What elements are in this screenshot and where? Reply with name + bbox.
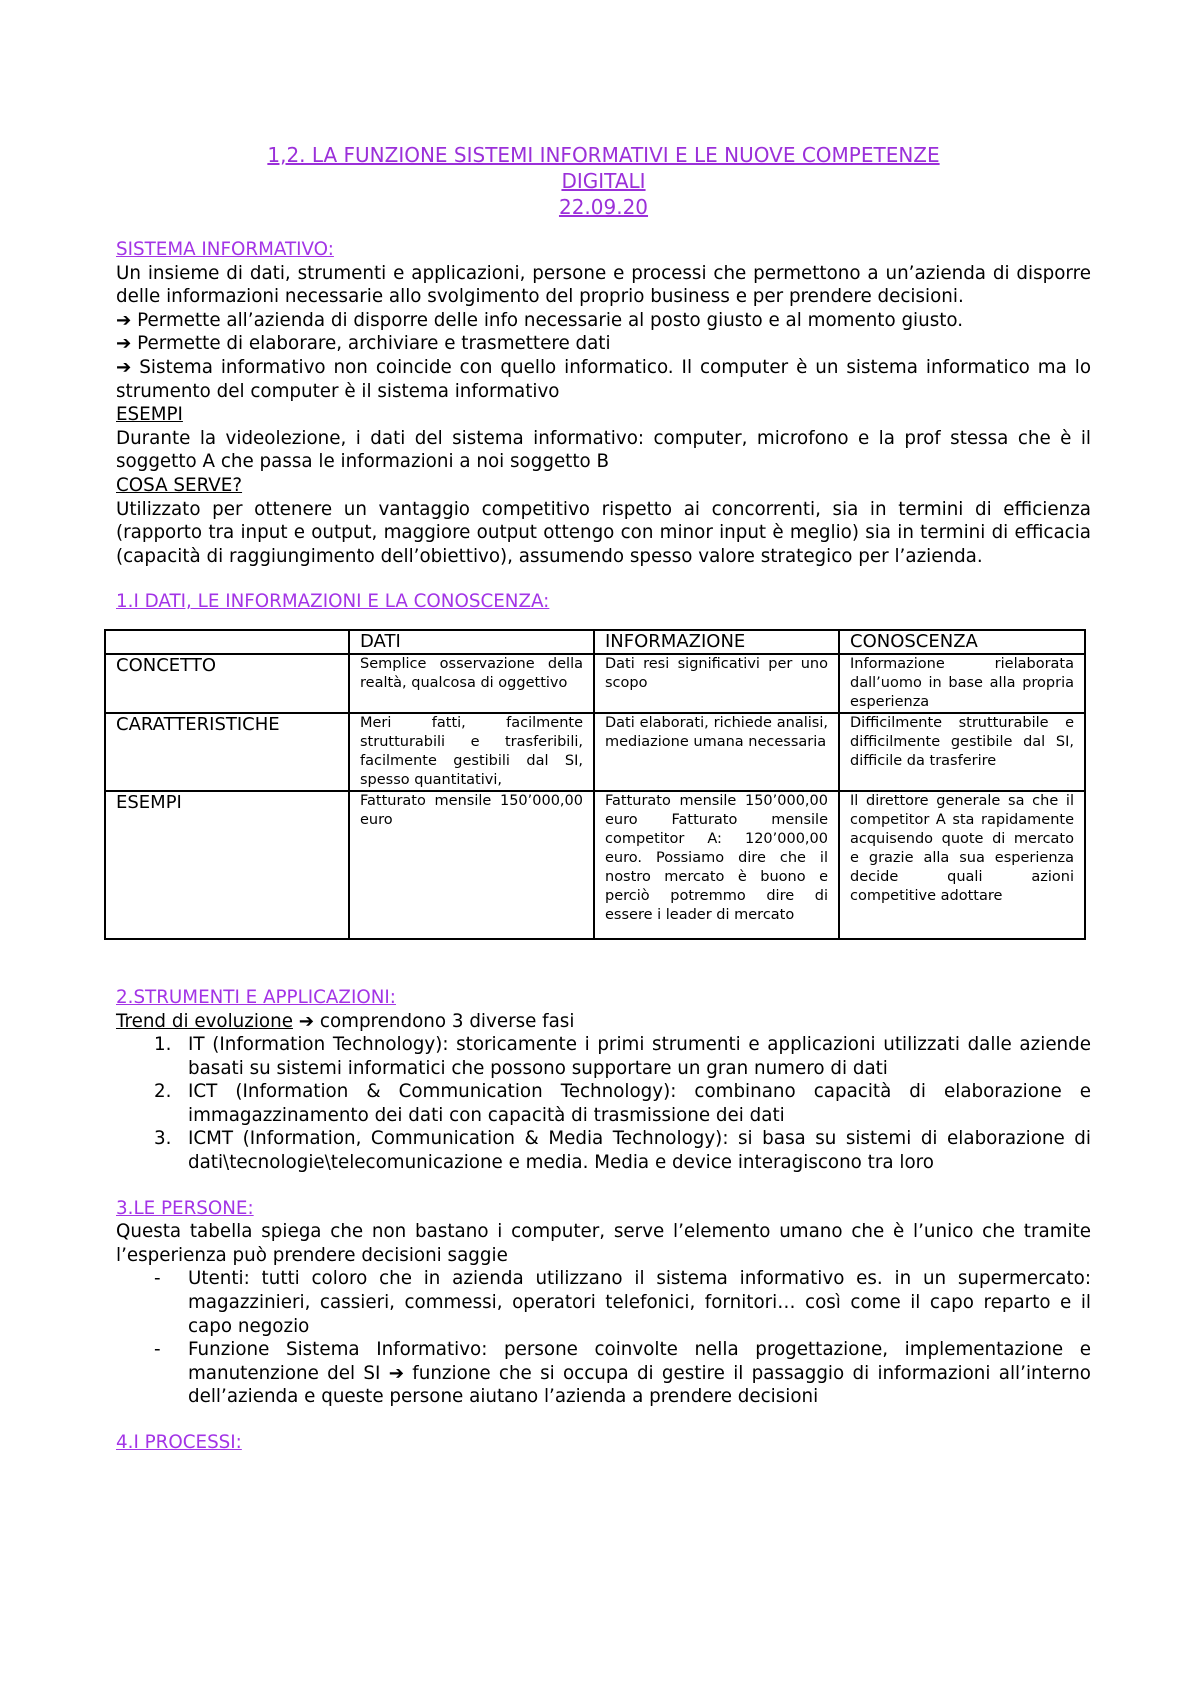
table-row — [105, 791, 1085, 939]
spacer — [116, 568, 1091, 590]
sistema-point-1 — [116, 309, 1091, 333]
list-item — [116, 1267, 1091, 1338]
table-cell: Semplice osservazione della realtà, qualcosa di oggettivo — [349, 654, 594, 713]
page-title — [116, 142, 1091, 220]
list-item — [116, 1080, 1091, 1127]
cosa-serve-text: Utilizzato per ottenere un vantaggio competitivo rispetto ai concorrenti, sia in termini di efficienza (rapporto tra input e output, maggiore output ottengo con minor input è meglio) sia in termini di efficacia (capacità di raggiungimento dell’obiettivo), assumendo spesso valore strategico per l’azienda. — [116, 498, 1091, 567]
sistema-point-2 — [116, 332, 1091, 356]
table-cell: Dati elaborati, richiede analisi, mediazione umana necessaria — [594, 713, 839, 791]
arrow-right-icon: ➔ — [298, 1010, 315, 1032]
table-cell: Meri fatti, facilmente strutturabili e trasferibili, facilmente gestibili dal SI, spesso quantitativi, — [349, 713, 594, 791]
table-row-label: ESEMPI — [105, 791, 349, 939]
table-row-label: CARATTERISTICHE — [105, 713, 349, 791]
list-marker: 3. — [154, 1128, 172, 1150]
table-cell: Fatturato mensile 150’000,00 euro — [349, 791, 594, 939]
table-cell: Difficilmente strutturabile e difficilmente gestibile dal SI, difficile da trasferire — [839, 713, 1085, 791]
dati-table — [104, 629, 1086, 940]
esempi-label: ESEMPI — [116, 404, 183, 426]
title-line-2: DIGITALI — [561, 169, 646, 193]
list-item-text: ICT (Information & Communication Technology): combinano capacità di elaborazione e immagazzinamento dei dati con capacità di trasmissione dei dati — [188, 1081, 1091, 1126]
list-item-text: ICMT (Information, Communication & Media Technology): si basa su sistemi di elaborazione di dati\tecnologie\telecomunicazione e media. Media e device interagiscono tra loro — [188, 1128, 1091, 1174]
table-header-cell: INFORMAZIONE — [594, 630, 839, 654]
point-3-text: Sistema informativo non coincide con quello informatico. Il computer è un sistema informatico ma lo strumento del computer è il sistema informativo — [116, 356, 1092, 402]
list-item — [116, 1033, 1091, 1080]
sistema-definition: Un insieme di dati, strumenti e applicazioni, persone e processi che permettono a un’azienda di disporre delle informazioni necessarie allo svolgimento del proprio business e per prendere decisioni. — [116, 262, 1091, 308]
arrow-right-icon: ➔ — [116, 356, 132, 378]
title-date: 22.09.20 — [558, 195, 649, 219]
processi-heading: 4.I PROCESSI: — [116, 1432, 242, 1453]
spacer — [116, 940, 1091, 986]
esempi-text: Durante la videolezione, i dati del sistema informativo: computer, microfono e la prof stessa che è il soggetto A che passa le informazioni a noi soggetto B — [116, 427, 1091, 473]
spacer — [116, 1175, 1091, 1197]
list-item-text: Funzione Sistema Informativo: persone coinvolte nella progettazione, implementazione e manutenzione del SI ➔ funzione che si occupa di gestire il passaggio di informazioni all’interno dell’azienda e queste persone aiutano l’azienda a prendere decisioni — [188, 1339, 1091, 1408]
table-header-cell: DATI — [349, 630, 594, 654]
list-marker: - — [154, 1268, 161, 1290]
trend-line — [116, 1010, 1091, 1034]
list-item — [116, 1338, 1091, 1409]
arrow-right-icon: ➔ — [116, 309, 132, 331]
strumenti-heading: 2.STRUMENTI E APPLICAZIONI: — [116, 986, 396, 1008]
arrow-right-icon: ➔ — [116, 333, 132, 355]
title-line-1: 1,2. LA FUNZIONE SISTEMI INFORMATIVI E LE NUOVE COMPETENZE — [267, 143, 940, 167]
trend-text: comprendono 3 diverse fasi — [319, 1010, 575, 1032]
table-row-label: CONCETTO — [105, 654, 349, 713]
persone-intro: Questa tabella spiega che non bastano i computer, serve l’elemento umano che è l’unico che tramite l’esperienza può prendere decisioni saggie — [116, 1221, 1091, 1266]
table-cell: Dati resi significativi per uno scopo — [594, 654, 839, 713]
list-item-text: Utenti: tutti coloro che in azienda utilizzano il sistema informativo es. in un supermercato: magazzinieri, cassieri, commessi, operatori telefonici, fornitori… così come il capo reparto e il capo negozio — [188, 1268, 1091, 1337]
spacer — [116, 1409, 1091, 1431]
point-2-text: Permette di elaborare, archiviare e trasmettere dati — [137, 333, 611, 355]
persone-heading: 3.LE PERSONE: — [116, 1197, 254, 1219]
sistema-point-3 — [116, 356, 1091, 403]
sistema-heading: SISTEMA INFORMATIVO: — [116, 239, 334, 260]
table-cell: Fatturato mensile 150’000,00 euro Fatturato mensile competitor A: 120’000,00 euro. Possiamo dire che il nostro mercato è buono e perciò potremmo dire di essere i leader di mercato — [594, 791, 839, 939]
table-header-cell — [105, 630, 349, 654]
list-marker: 2. — [154, 1081, 172, 1103]
cosa-serve-label: COSA SERVE? — [116, 474, 243, 496]
point-1-text: Permette all’azienda di disporre delle info necessarie al posto giusto e al momento giusto. — [137, 309, 964, 331]
table-header-cell: CONOSCENZA — [839, 630, 1085, 654]
trend-label: Trend di evoluzione — [116, 1010, 293, 1032]
table-row — [105, 654, 1085, 713]
phases-list — [116, 1033, 1091, 1175]
table-header-row — [105, 630, 1085, 654]
list-item — [116, 1127, 1091, 1174]
document-content — [116, 142, 1091, 1455]
dati-heading: 1.I DATI, LE INFORMAZIONI E LA CONOSCENZA: — [116, 591, 550, 613]
list-item-text: IT (Information Technology): storicamente i primi strumenti e applicazioni utilizzati dalle aziende basati su sistemi informatici che possono supportare un gran numero di dati — [188, 1034, 1091, 1079]
list-marker: - — [154, 1339, 161, 1361]
table-row — [105, 713, 1085, 791]
table-cell: Il direttore generale sa che il competitor A sta rapidamente acquisendo quote di mercato e grazie alla sua esperienza decide quali azioni competitive adottare — [839, 791, 1085, 939]
table-cell: Informazione rielaborata dall’uomo in base alla propria esperienza — [839, 654, 1085, 713]
list-marker: 1. — [154, 1034, 172, 1056]
people-list — [116, 1267, 1091, 1409]
